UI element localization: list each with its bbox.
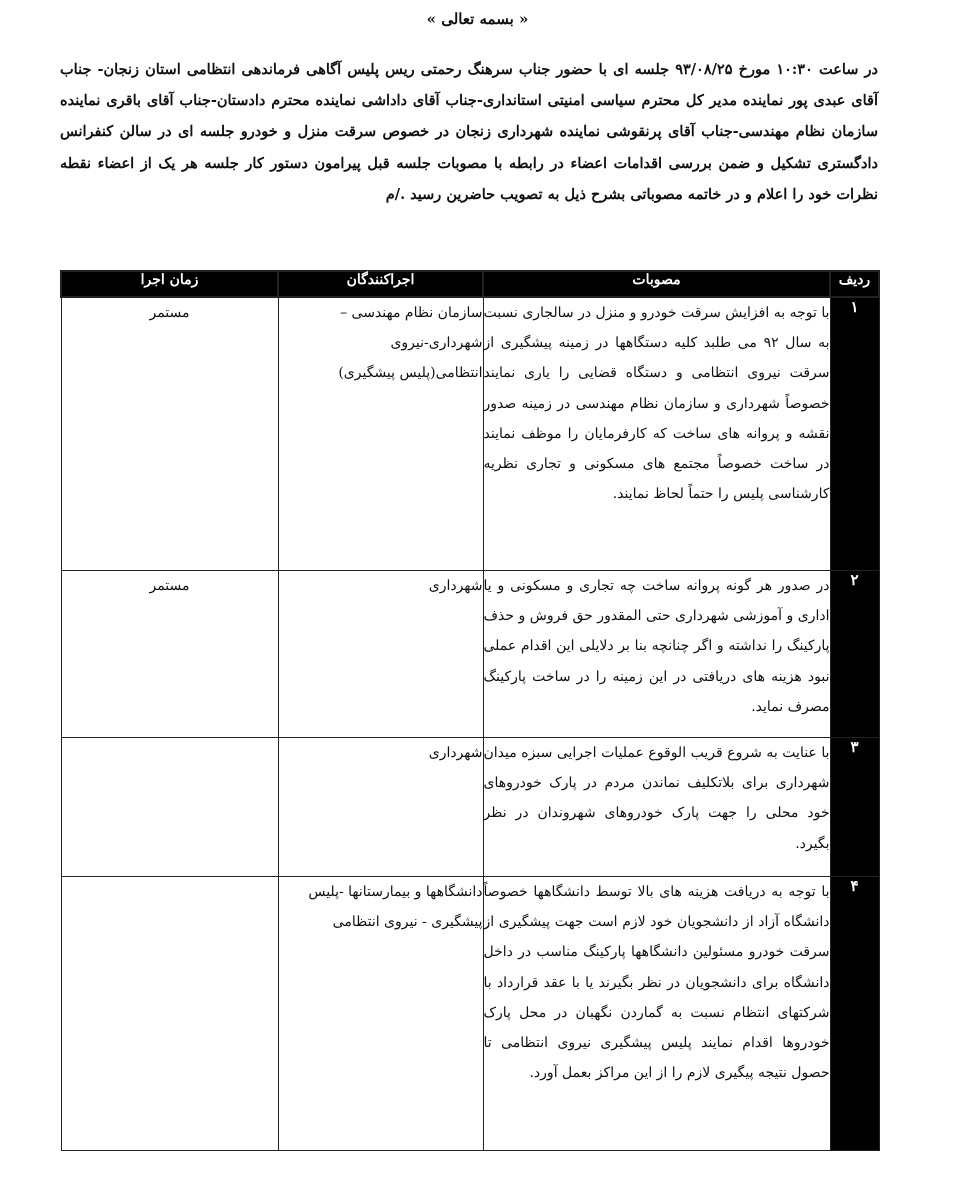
row-number: ۱ xyxy=(830,297,879,571)
execution-time: مستمر xyxy=(61,297,278,571)
header-row-number: ردیف xyxy=(830,271,879,297)
resolutions-table xyxy=(60,270,880,1151)
resolution-text: با عنایت به شروع قریب الوقوع عملیات اجرایی سبزه میدان شهرداری برای بلاتکلیف نماندن مردم در پارک خودروهای خود محلی را جهت پارک خودروهای شهروندان در نظر بگیرد. xyxy=(483,738,830,877)
executor-line: شهرداری-نیروی xyxy=(390,335,483,352)
resolution-text: در صدور هر گونه پروانه ساخت چه تجاری و مسکونی و یا اداری و آموزشی شهرداری حتی المقدور حق فروش و حذف پارکینگ را نداشته و اگر چنانچه بنا بر دلایلی این اقدام عملی نبود هزینه های دریافتی در این زمینه را در ساخت پارکینگ مصرف نماید. xyxy=(483,571,830,738)
table-row xyxy=(61,297,879,571)
executors-cell xyxy=(278,738,483,877)
executor-line: سازمان نظام مهندسی – xyxy=(340,305,483,321)
executors-cell xyxy=(278,571,483,738)
executor-line: پیشگیری - نیروی انتظامی xyxy=(332,914,483,931)
executor-line: دانشگاهها و بیمارستانها -پلیس xyxy=(308,884,483,900)
resolution-text: با توجه به افزایش سرقت خودرو و منزل در سالجاری نسبت به سال ۹۲ می طلبد کلیه دستگاهها در زمینه پیشگیری از سرقت نیروی انتظامی و دستگاه قضایی را یاری نمایند خصوصاً شهرداری و سازمان نظام مهندسی در زمینه صدور نقشه و پروانه های ساخت که کارفرمایان را موظف نمایند در ساخت خصوصاً مجتمع های مسکونی و تجاری نظریه کارشناسی پلیس را حتماً لحاظ نمایند. xyxy=(483,297,830,571)
header-resolutions: مصوبات xyxy=(483,271,830,297)
meeting-intro-paragraph: در ساعت ۱۰:۳۰ مورخ ۹۳/۰۸/۲۵ جلسه ای با حضور جناب سرهنگ رحمتی ریس پلیس آگاهی فرماندهی انتظامی استان زنجان- جناب آقای عبدی پور نماینده مدیر کل محترم سیاسی امنیتی استانداری-جناب آقای داداشی نماینده محترم دادستان-جناب آقای باقری نماینده سازمان نظام مهندسی-جناب آقای پرنقوشی نماینده شهرداری زنجان در خصوص سرقت منزل و خودرو جلسه ای در سالن کنفرانس دادگستری تشکیل و ضمن بررسی اقدامات اعضاء در رابطه با مصوبات جلسه قبل پیرامون دستور کار جلسه هر یک از اعضاء نقطه نظرات خود را اعلام و در خاتمه مصوباتی بشرح ذیل به تصویب حاضرین رسید ./م xyxy=(60,61,879,203)
resolution-text: با توجه به دریافت هزینه های بالا توسط دانشگاهها خصوصاً دانشگاه آزاد از دانشجویان خود لازم است جهت پیشگیری از سرقت خودرو مسئولین دانشگاهها پارکینگ مناسب در داخل دانشگاه برای دانشجویان در نظر بگیرند یا با عقد قرارداد با شرکتهای انتظام نسبت به گماردن نگهبان در محل پارک خودروها اقدام نمایند پلیس پیشگیری نیروی انتظامی تا حصول نتیجه پیگیری لازم را از این مراکز بعمل آورد. xyxy=(483,877,830,1151)
executor-line: انتظامی(پلیس پیشگیری) xyxy=(338,365,483,382)
table-row xyxy=(61,738,879,877)
table-header-row xyxy=(61,271,879,297)
execution-time xyxy=(61,877,278,1151)
document-title: « بسمه تعالی » xyxy=(426,10,529,28)
row-number: ۲ xyxy=(830,571,879,738)
table-row xyxy=(61,877,879,1151)
executors-cell xyxy=(278,297,483,571)
executor-line: شهرداری xyxy=(428,578,483,594)
row-number: ۴ xyxy=(830,877,879,1151)
table-row xyxy=(61,571,879,738)
executors-cell xyxy=(278,877,483,1151)
row-number: ۳ xyxy=(830,738,879,877)
executor-line: شهرداری xyxy=(428,745,483,761)
execution-time xyxy=(61,738,278,877)
execution-time: مستمر xyxy=(61,571,278,738)
header-execution-time: زمان اجرا xyxy=(61,271,278,297)
header-executors: اجراکنندگان xyxy=(278,271,483,297)
